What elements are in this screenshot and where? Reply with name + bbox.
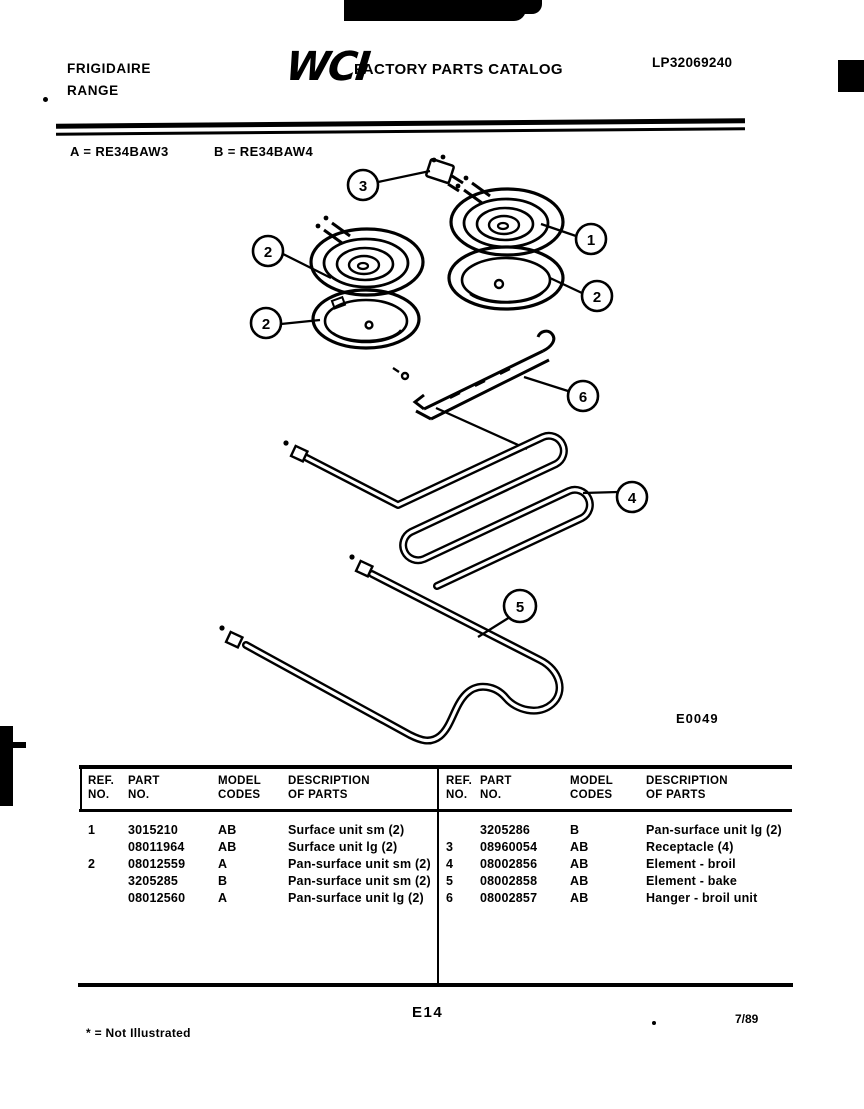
table-row: 3205286 B Pan-surface unit lg (2)	[480, 823, 782, 837]
table-left-border	[80, 765, 82, 812]
brand-line-2: RANGE	[67, 83, 119, 98]
svg-text:2: 2	[263, 244, 273, 261]
table-row: 3 08960054 AB Receptacle (4)	[446, 840, 734, 854]
figure-code: E0049	[676, 711, 719, 726]
table-row: 5 08002858 AB Element - bake	[446, 874, 738, 888]
callout-1	[576, 224, 606, 254]
table-row: 2 08012559 A Pan-surface unit sm (2)	[88, 857, 431, 871]
page-code: E14	[412, 1004, 444, 1021]
table-body-right	[446, 822, 788, 907]
table-top-border	[79, 765, 792, 769]
parts-table-left	[88, 774, 432, 907]
table-row: 1 3015210 AB Surface unit sm (2)	[88, 823, 405, 837]
model-a-label: A = RE34BAW3	[70, 144, 169, 159]
table-row: 08012560 A Pan-surface unit lg (2)	[128, 891, 424, 905]
table-center-divider	[437, 765, 439, 987]
leader-lines	[281, 171, 618, 637]
wci-logo: WCI	[283, 44, 371, 90]
table-row: 6 08002857 AB Hanger - broil unit	[446, 891, 758, 905]
svg-text:4: 4	[627, 490, 637, 507]
surface-coil-left	[311, 216, 423, 295]
callout-2-lower-left	[251, 308, 281, 338]
broil-element-part	[283, 436, 589, 586]
bake-element-part	[219, 554, 559, 740]
svg-text:5: 5	[515, 599, 525, 616]
not-illustrated-note: * = Not Illustrated	[86, 1026, 191, 1040]
svg-text:2: 2	[261, 316, 271, 333]
surface-coil-right	[451, 176, 563, 255]
broil-hanger-part	[393, 331, 554, 449]
table-row: 08011964 AB Surface unit lg (2)	[128, 840, 398, 854]
callout-2-upper-left	[253, 236, 283, 266]
drip-pan-left	[313, 290, 419, 348]
table-row: 4 08002856 AB Element - broil	[446, 857, 736, 871]
parts-table-right	[446, 774, 788, 907]
table-row: 3205285 B Pan-surface unit sm (2)	[128, 874, 431, 888]
svg-text:6: 6	[578, 389, 588, 406]
scan-artifact-dot-2	[652, 1021, 656, 1025]
table-bottom-border	[78, 983, 793, 987]
table-header-left: REF. NO. PART NO. MODEL CODES DESCRIPTION OF PARTS	[88, 775, 370, 801]
svg-text:3: 3	[358, 178, 368, 195]
table-header-right: REF. NO. PART NO. MODEL CODES DESCRIPTION OF PARTS	[446, 775, 728, 801]
svg-text:1: 1	[586, 232, 596, 249]
callout-5	[504, 590, 536, 622]
callout-4	[617, 482, 647, 512]
svg-text:2: 2	[592, 289, 602, 306]
callout-6	[568, 381, 598, 411]
brand-line-1: FRIGIDAIRE	[67, 61, 152, 76]
table-body-left	[88, 822, 432, 907]
catalog-title: FACTORY PARTS CATALOG	[354, 61, 563, 78]
callout-3	[348, 170, 378, 200]
model-b-label: B = RE34BAW4	[214, 144, 314, 159]
publication-number: LP32069240	[652, 55, 733, 70]
date-code: 7/89	[735, 1012, 759, 1026]
callout-2-right	[582, 281, 612, 311]
